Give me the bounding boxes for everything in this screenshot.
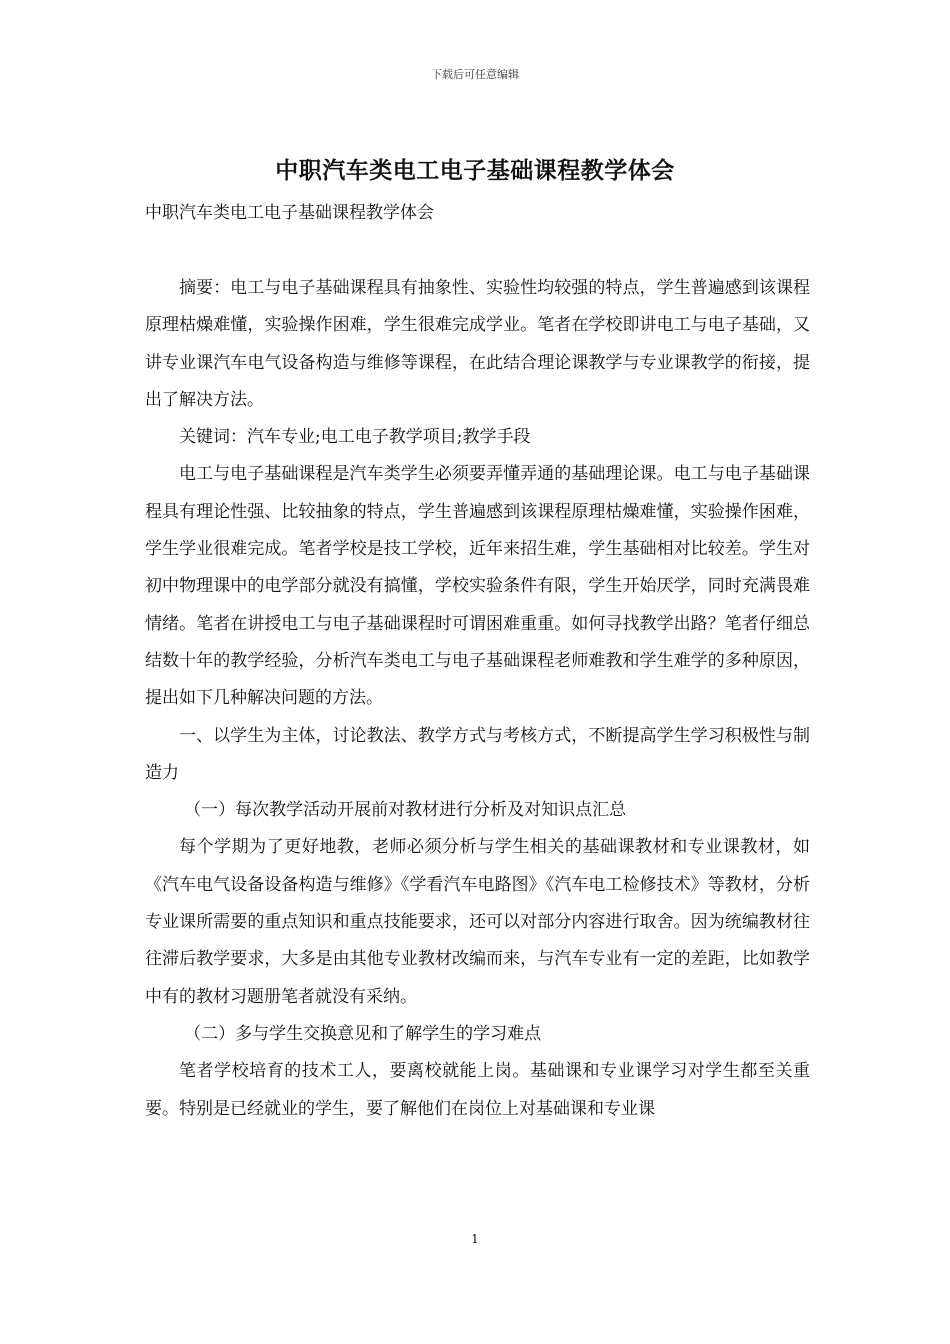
body-paragraph: 笔者学校培育的技术工人，要离校就能上岗。基础课和专业课学习对学生都至关重要。特别是已经就业的学生，要了解他们在岗位上对基础课和专业课 [145,1061,810,1119]
page-number: 1 [471,1232,479,1246]
abstract-paragraph: 摘要：电工与电子基础课程具有抽象性、实验性均较强的特点，学生普遍感到该课程原理枯燥难懂，实验操作困难，学生很难完成学业。笔者在学校即讲电工与电子基础，又讲专业课汽车电气设备构造与维修等课程，在此结合理论课教学与专业课教学的衔接，提出了解决方法。 [145,278,810,410]
page-header: 下载后可任意编辑 [431,68,519,81]
keywords-paragraph: 关键词：汽车专业;电工电子教学项目;教学手段 [179,427,531,448]
document-body [145,270,810,1128]
body-paragraph: 每个学期为了更好地教，老师必须分析与学生相关的基础课教材和专业课教材，如《汽车电气设备设备构造与维修》《学看汽车电路图》《汽车电工检修技术》等教材，分析专业课所需要的重点知识和重点技能要求，还可以对部分内容进行取舍。因为统编教材往往滞后教学要求，大多是由其他专业教材改编而来，与汽车专业有一定的差距，比如教学中有的教材习题册笔者就没有采纳。 [145,837,810,1007]
section-heading: 一、以学生为主体，讨论教法、教学方式与考核方式，不断提高学生学习积极性与制造力 [145,725,810,783]
subsection-heading: （二）多与学生交换意见和了解学生的学习难点 [184,1023,542,1044]
document-subtitle: 中职汽车类电工电子基础课程教学体会 [145,203,434,223]
body-paragraph: 电工与电子基础课程是汽车类学生必须要弄懂弄通的基础理论课。电工与电子基础课程具有理论性强、比较抽象的特点，学生普遍感到该课程原理枯燥难懂，实验操作困难，学生学业很难完成。笔者学校是技工学校，近年来招生难，学生基础相对比较差。学生对初中物理课中的电学部分就没有搞懂，学校实验条件有限，学生开始厌学，同时充满畏难情绪。笔者在讲授电工与电子基础课程时可谓困难重重。如何寻找教学出路？笔者仔细总结数十年的教学经验，分析汽车类电工与电子基础课程老师难教和学生难学的多种原因，提出如下几种解决问题的方法。 [145,464,810,709]
subsection-heading: （一）每次教学活动开展前对教材进行分析及对知识点汇总 [184,800,627,821]
document-title: 中职汽车类电工电子基础课程教学体会 [275,157,675,184]
